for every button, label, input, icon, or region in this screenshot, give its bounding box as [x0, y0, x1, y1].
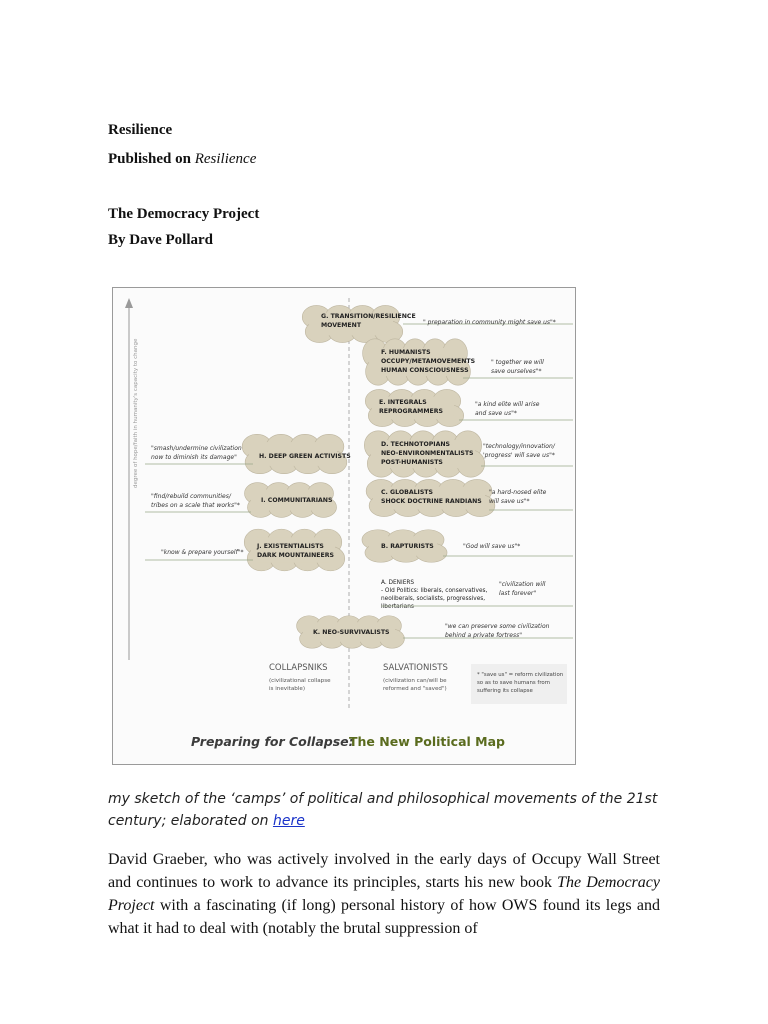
node-d-label: POST-HUMANISTS: [381, 459, 443, 466]
source-heading: Resilience: [108, 122, 173, 138]
node-g-label: MOVEMENT: [321, 322, 362, 329]
body-paragraph: [108, 848, 660, 940]
node-h-quote: now to diminish its damage": [151, 454, 237, 461]
salvationists-subtext: (civilization can/will be: [383, 678, 447, 684]
node-k-quote: behind a private fortress": [445, 632, 522, 639]
node-a-quote: last forever": [499, 590, 537, 597]
paragraph-text-start: David Graeber, who was actively involved in the early days of Occupy Wall Street and continues to work to advance its principles, starts his new book: [108, 851, 660, 891]
footnote-text: * "save us" = reform civilization: [477, 672, 564, 678]
book-title: The Democracy Project: [108, 874, 660, 914]
y-axis-label: degree of hope/faith in humanity's capacity to change: [133, 338, 139, 488]
node-a-quote: "civilization will: [499, 581, 546, 588]
node-d-label: NEO-ENVIRONMENTALISTS: [381, 450, 474, 457]
node-c-label: SHOCK DOCTRINE RANDIANS: [381, 498, 482, 505]
published-source: Resilience: [194, 151, 257, 167]
node-d-quote: 'progress' will save us"*: [483, 452, 555, 459]
node-h-label: H. DEEP GREEN ACTIVISTS: [259, 453, 351, 460]
node-d-label: D. TECHNOTOPIANS: [381, 441, 450, 448]
node-i-quote: "find/rebuild communities/: [151, 493, 231, 500]
node-c-label: C. GLOBALISTS: [381, 489, 433, 496]
collapsniks-subtext: (civilizational collapse: [269, 678, 331, 684]
y-axis-arrow: [125, 298, 133, 308]
node-a-label: libertarians: [381, 604, 414, 610]
node-i-quote: tribes on a scale that works"*: [151, 502, 240, 509]
node-d-quote: "technology/innovation/: [483, 443, 555, 450]
salvationists-subtext: reformed and "saved"): [383, 686, 447, 692]
node-g-quote: " preparation in community might save us"*: [423, 319, 556, 326]
figure-caption: [108, 788, 668, 832]
article-title: The Democracy Project: [108, 206, 260, 222]
node-e-label: E. INTEGRALS: [379, 399, 427, 406]
node-e-quote: "a kind elite will arise: [475, 401, 540, 408]
node-f-quote: " together we will: [491, 359, 544, 366]
node-f-label: OCCUPY/METAMOVEMENTS: [381, 358, 476, 365]
node-j-label: J. EXISTENTIALISTS: [257, 543, 324, 550]
node-e-label: REPROGRAMMERS: [379, 408, 443, 415]
node-c-quote: will save us"*: [489, 498, 530, 505]
node-a-label: - Old Politics: liberals, conservatives,: [381, 588, 488, 594]
published-prefix: Published on: [108, 151, 195, 167]
salvationists-heading: SALVATIONISTS: [383, 663, 448, 673]
node-j-quote: "know & prepare yourself"*: [161, 549, 244, 556]
node-a-label: A. DENIERS: [381, 580, 415, 586]
political-map-diagram: [113, 288, 575, 764]
node-j-cloud: [244, 529, 345, 571]
node-g-label: G. TRANSITION/RESILIENCE: [321, 313, 416, 320]
node-b-label: B. RAPTURISTS: [381, 543, 434, 550]
node-k-quote: "we can preserve some civilization: [445, 623, 550, 630]
node-f-label: F. HUMANISTS: [381, 349, 431, 356]
paragraph-text-end: with a fascinating (if long) personal history of how OWS found its legs and what it had to deal with (notably the brutal suppression of: [108, 897, 660, 937]
article-byline: By Dave Pollard: [108, 232, 213, 248]
node-c-quote: "a hard-nosed elite: [489, 489, 547, 496]
node-j-label: DARK MOUNTAINEERS: [257, 552, 334, 559]
node-h-quote: "smash/undermine civilization: [151, 445, 242, 452]
node-a-label: neoliberals, socialists, progressives,: [381, 596, 486, 602]
footnote-text: so as to save humans from: [477, 680, 550, 686]
collapsniks-subtext: is inevitable): [269, 686, 306, 692]
figure-title-right: The New Political Map: [349, 734, 505, 749]
political-map-figure: [112, 287, 576, 765]
node-f-label: HUMAN CONSCIOUSNESS: [381, 367, 469, 374]
collapsniks-heading: COLLAPSNIKS: [269, 663, 328, 673]
node-b-quote: "God will save us"*: [463, 543, 521, 550]
node-f-quote: save ourselves"*: [491, 368, 542, 375]
node-k-label: K. NEO-SURVIVALISTS: [313, 629, 390, 636]
node-i-label: I. COMMUNITARIANS: [261, 497, 333, 504]
caption-link[interactable]: here: [272, 813, 305, 829]
footnote-text: suffering its collapse: [477, 688, 533, 694]
node-e-quote: and save us"*: [475, 410, 517, 417]
caption-text: my sketch of the ‘camps’ of political and philosophical movements of the 21st century; elaborated on: [108, 791, 658, 829]
published-line: [108, 151, 256, 168]
figure-title-left: Preparing for Collapse:: [191, 734, 354, 749]
